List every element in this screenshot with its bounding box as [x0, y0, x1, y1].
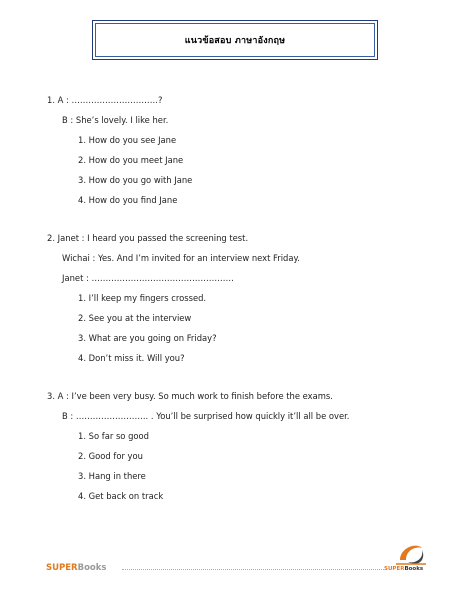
question-1-dialogue-1: B : She’s lovely. I like her.: [62, 115, 169, 125]
title-box: [92, 20, 378, 60]
footer-brand-books: Books: [77, 563, 107, 573]
question-2-option-4: 4. Don’t miss it. Will you?: [78, 353, 185, 363]
footer-brand-super: SUPER: [46, 563, 78, 573]
question-2-dialogue-2: Janet : ……………………………………………: [62, 273, 234, 283]
page-title: แนวข้อสอบ ภาษาอังกฤษ: [184, 36, 286, 46]
question-3-dialogue-1: B : …………………….. . You’ll be surprised how quickly it’ll all be over.: [62, 411, 350, 421]
question-1-option-2: 2. How do you meet Jane: [78, 155, 184, 165]
question-2-option-2: 2. See you at the interview: [78, 313, 192, 323]
question-1-option-4: 4. How do you find Jane: [78, 195, 178, 205]
footer-brand: [46, 563, 106, 573]
question-3-prompt: 3. A : I’ve been very busy. So much work to finish before the exams.: [47, 391, 333, 401]
question-3-option-2: 2. Good for you: [78, 451, 143, 461]
logo-wordmark-super: SUPER: [384, 566, 405, 572]
question-1-option-1: 1. How do you see Jane: [78, 135, 177, 145]
question-3-option-1: 1. So far so good: [78, 431, 149, 441]
question-1-prompt: 1. A : ………………………….?: [47, 95, 163, 105]
question-2-option-3: 3. What are you going on Friday?: [78, 333, 217, 343]
title-inner-frame: [95, 23, 375, 57]
question-3-option-3: 3. Hang in there: [78, 471, 146, 481]
logo-wordmark: [384, 566, 423, 572]
logo-wordmark-books: Books: [404, 566, 424, 572]
question-2-dialogue-1: Wichai : Yes. And I’m invited for an interview next Friday.: [62, 253, 300, 263]
question-3-option-4: 4. Get back on track: [78, 491, 164, 501]
question-2-option-1: 1. I’ll keep my fingers crossed.: [78, 293, 207, 303]
question-1-option-3: 3. How do you go with Jane: [78, 175, 193, 185]
question-2-prompt: 2. Janet : I heard you passed the screening test.: [47, 233, 249, 243]
footer-divider: [122, 569, 384, 570]
